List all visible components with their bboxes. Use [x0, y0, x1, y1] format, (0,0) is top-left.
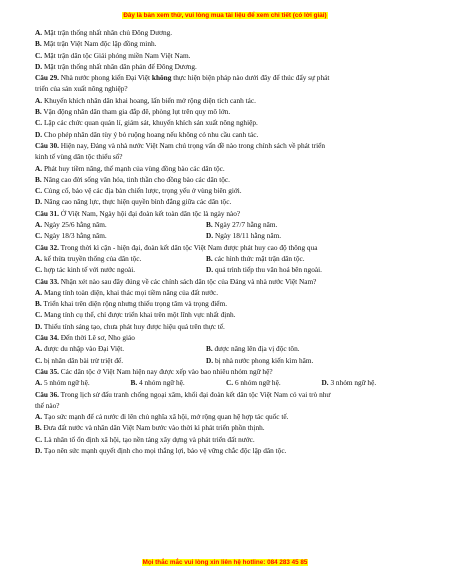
preview-banner	[0, 12, 450, 19]
option-d: D. Ngày 18/11 hằng năm.	[206, 231, 282, 241]
preview-banner-text: Đây là bản xem thử, vui lòng mua tài liệu để xem chi tiết (có lời giải)	[123, 12, 327, 19]
question-29-cont: triển của sản xuất nông nghiệp?	[35, 84, 128, 94]
option-c: C. Mang tính cụ thể, chỉ được triển khai trên một lĩnh vực nhất định.	[35, 310, 236, 320]
option-b: B. Ngày 27/7 hằng năm.	[206, 220, 278, 230]
options-row	[35, 253, 417, 264]
options-row	[35, 355, 417, 366]
option-a: A. Mang tính toàn diện, khai thác mọi tiềm năng của đất nước.	[35, 287, 219, 297]
options-row	[35, 343, 417, 354]
question-31: Câu 31. Ở Việt Nam, Ngày hội đại đoàn kết toàn dân tộc là ngày nào?	[35, 208, 241, 218]
question-30-cont: kinh tế vùng dân tộc thiểu số?	[35, 152, 123, 162]
option-c: C. Lập các chức quan quản lí, giám sát, khuyến khích sản xuất nông nghiệp.	[35, 118, 258, 128]
option-b: B. các hình thức mặt trận dân tộc.	[206, 253, 305, 263]
option-c: C. Là nhân tố ổn định xã hội, tạo nền tảng xây dựng và phát triển đất nước.	[35, 434, 255, 444]
options-row	[35, 219, 417, 230]
option-a: A. được du nhập vào Đại Việt.	[35, 344, 125, 354]
option-c: C. Củng cố, bảo vệ các địa bàn chiến lược, trọng yếu ở vùng biên giới.	[35, 186, 242, 196]
option-c: C. Ngày 18/3 hằng năm.	[35, 231, 107, 241]
question-35: Câu 35. Các dân tộc ở Việt Nam hiện nay được xếp vào bao nhiêu nhóm ngữ hệ?	[35, 366, 273, 376]
question-30: Câu 30. Hiện nay, Đảng và nhà nước Việt Nam chú trọng vấn đề nào trong chính sách về phát triển	[35, 140, 326, 150]
option-c: C. hợp tác kinh tế với nước ngoài.	[35, 265, 136, 275]
option-d: D. Nâng cao năng lực, thực hiện quyền bình đẳng giữa các dân tộc.	[35, 197, 232, 207]
question-32: Câu 32. Trong thời kì cận - hiện đại, đoàn kết dân tộc Việt Nam được phát huy cao độ thông qua	[35, 242, 318, 252]
option-a: A. Mặt trận thống nhất nhân chủ Đông Dương.	[35, 28, 173, 37]
option-b: B. Triển khai trên diện rộng nhưng thiếu trọng tâm và trọng điểm.	[35, 299, 228, 309]
option-d: D. Mặt trận thống nhất nhân dân phản đế Đông Dương.	[35, 61, 197, 71]
option-b: B. Đưa đất nước và nhân dân Việt Nam bước vào thời kì phát triển phồn thịnh.	[35, 423, 265, 433]
option-a: A. Khuyến khích nhân dân khai hoang, lấn biển mở rộng diện tích canh tác.	[35, 95, 256, 105]
options-row	[35, 230, 417, 241]
option-d: D. 3 nhóm ngữ hệ.	[321, 378, 377, 388]
option-a: A. Phát huy tiềm năng, thế mạnh của vùng đồng bào các dân tộc.	[35, 163, 225, 173]
option-b: B. Nâng cao đời sống văn hóa, tinh thần cho đồng bào các dân tộc.	[35, 174, 230, 184]
question-36: Câu 36. Trong lịch sử đấu tranh chống ngoại xâm, khối đại đoàn kết dân tộc Việt Nam có vai trò như	[35, 389, 331, 399]
option-b: B. Mặt trận Việt Nam độc lập đồng minh.	[35, 39, 157, 49]
option-c: C. bị nhân dân bài trừ triệt để.	[35, 355, 124, 365]
option-a: A. Tạo sức mạnh để cả nước đi lên chủ nghĩa xã hội, mở rộng quan hệ hợp tác quốc tế.	[35, 412, 289, 422]
option-d: D. Cho phép nhân dân tùy ý bỏ ruộng hoang nếu không có nhu cầu canh tác.	[35, 129, 259, 139]
hotline-banner	[0, 559, 450, 566]
question-33: Câu 33. Nhận xét nào sau đây đúng về các chính sách dân tộc của Đảng và nhà nước Việt Nam?	[35, 276, 317, 286]
option-d: D. Thiếu tính sáng tạo, chưa phát huy được hiệu quả trên thực tế.	[35, 321, 225, 331]
option-b: B. Vận động nhân dân tham gia đắp đê, phòng lụt trên quy mô lớn.	[35, 107, 231, 117]
hotline-banner-text: Mọi thắc mắc vui lòng xin liên hệ hotline: 084 283 45 85	[142, 559, 308, 566]
option-c: C. 6 nhóm ngữ hệ.	[226, 378, 281, 388]
option-a: A. kế thừa truyền thống của dân tộc.	[35, 253, 142, 263]
question-34: Câu 34. Đến thời Lê sơ, Nho giáo	[35, 333, 135, 343]
option-c: C. Mặt trận dân tộc Giải phóng miền Nam Việt Nam.	[35, 50, 191, 60]
document-body	[35, 27, 417, 456]
options-row	[35, 377, 417, 388]
option-b: B. được nâng lên địa vị độc tôn.	[206, 344, 300, 354]
question-29: Câu 29. Nhà nước phong kiến Đại Việt không thực hiện biện pháp nào dưới đây để thúc đẩy sự phát	[35, 73, 330, 83]
option-d: D. Tạo nên sức mạnh quyết định cho mọi thắng lợi, bảo vệ vững chắc độc lập dân tộc.	[35, 445, 287, 455]
option-d: D. bị nhà nước phong kiến kìm hãm.	[206, 355, 314, 365]
options-row	[35, 264, 417, 275]
option-d: D. quá trình tiếp thu văn hoá bên ngoài.	[206, 265, 322, 275]
option-b: B. 4 nhóm ngữ hệ.	[130, 378, 185, 388]
option-a: A. Ngày 25/6 hằng năm.	[35, 220, 107, 230]
question-36-cont: thế nào?	[35, 400, 60, 410]
option-a: A. 5 nhóm ngữ hệ.	[35, 378, 90, 388]
